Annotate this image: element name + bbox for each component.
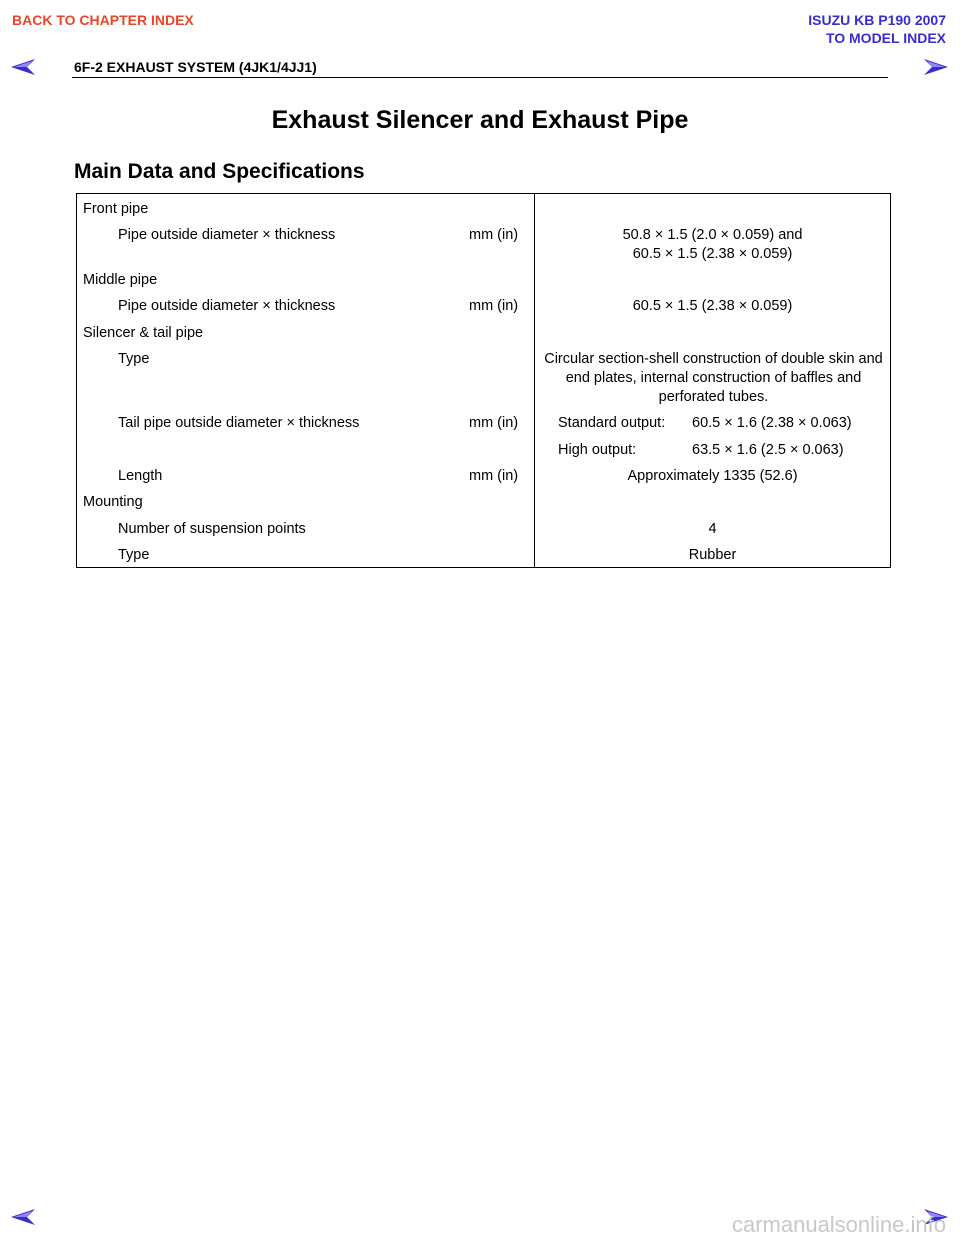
length-value: Approximately 1335 (52.6): [627, 468, 798, 484]
middle-pipe-diameter-label: Pipe outside diameter × thickness: [118, 298, 336, 314]
mounting-type-label: Type: [118, 547, 150, 563]
mounting-type-value: Rubber: [688, 547, 737, 563]
standard-output-label: Standard output:: [558, 415, 666, 431]
middle-pipe-group-label: Middle pipe: [83, 272, 158, 288]
front-pipe-diameter-label: Pipe outside diameter × thickness: [118, 227, 336, 243]
watermark: carmanualsonline.info: [731, 1212, 946, 1237]
tail-pipe-unit: mm (in): [469, 415, 519, 431]
length-label: Length: [118, 468, 163, 484]
silencer-group-label: Silencer & tail pipe: [83, 325, 204, 341]
high-output-label: High output:: [558, 442, 637, 458]
specifications-table: [76, 193, 891, 568]
front-pipe-group-label: Front pipe: [83, 201, 149, 217]
mounting-group-label: Mounting: [83, 494, 143, 510]
model-title-link[interactable]: ISUZU KB P190 2007: [808, 12, 946, 28]
front-pipe-value-line2: 60.5 × 1.5 (2.38 × 0.059): [632, 246, 793, 262]
length-unit: mm (in): [469, 468, 519, 484]
tail-pipe-diameter-label: Tail pipe outside diameter × thickness: [118, 415, 360, 431]
section-header: 6F-2 EXHAUST SYSTEM (4JK1/4JJ1): [74, 59, 317, 75]
section-title: Main Data and Specifications: [74, 160, 365, 183]
back-to-chapter-index-link[interactable]: BACK TO CHAPTER INDEX: [12, 12, 194, 28]
suspension-points-value: 4: [708, 521, 717, 537]
previous-page-arrow-icon[interactable]: [10, 58, 36, 76]
to-model-index-link[interactable]: TO MODEL INDEX: [825, 30, 946, 46]
standard-output-value: 60.5 × 1.6 (2.38 × 0.063): [692, 415, 852, 431]
middle-pipe-unit: mm (in): [469, 298, 519, 314]
suspension-points-label: Number of suspension points: [118, 521, 306, 537]
front-pipe-value-line1: 50.8 × 1.5 (2.0 × 0.059) and: [622, 227, 803, 243]
silencer-type-value: Circular section-shell construction of double skin and end plates, internal construction of baffles and perforated tubes.: [544, 351, 883, 405]
next-page-arrow-icon[interactable]: [923, 58, 949, 76]
middle-pipe-value: 60.5 × 1.5 (2.38 × 0.059): [632, 298, 793, 314]
page-title: Exhaust Silencer and Exhaust Pipe: [271, 106, 689, 134]
header-rule: [72, 77, 888, 78]
front-pipe-unit: mm (in): [469, 227, 519, 243]
silencer-type-label: Type: [118, 351, 150, 367]
high-output-value: 63.5 × 1.6 (2.5 × 0.063): [692, 442, 844, 458]
previous-page-arrow-icon-bottom[interactable]: [10, 1208, 36, 1226]
